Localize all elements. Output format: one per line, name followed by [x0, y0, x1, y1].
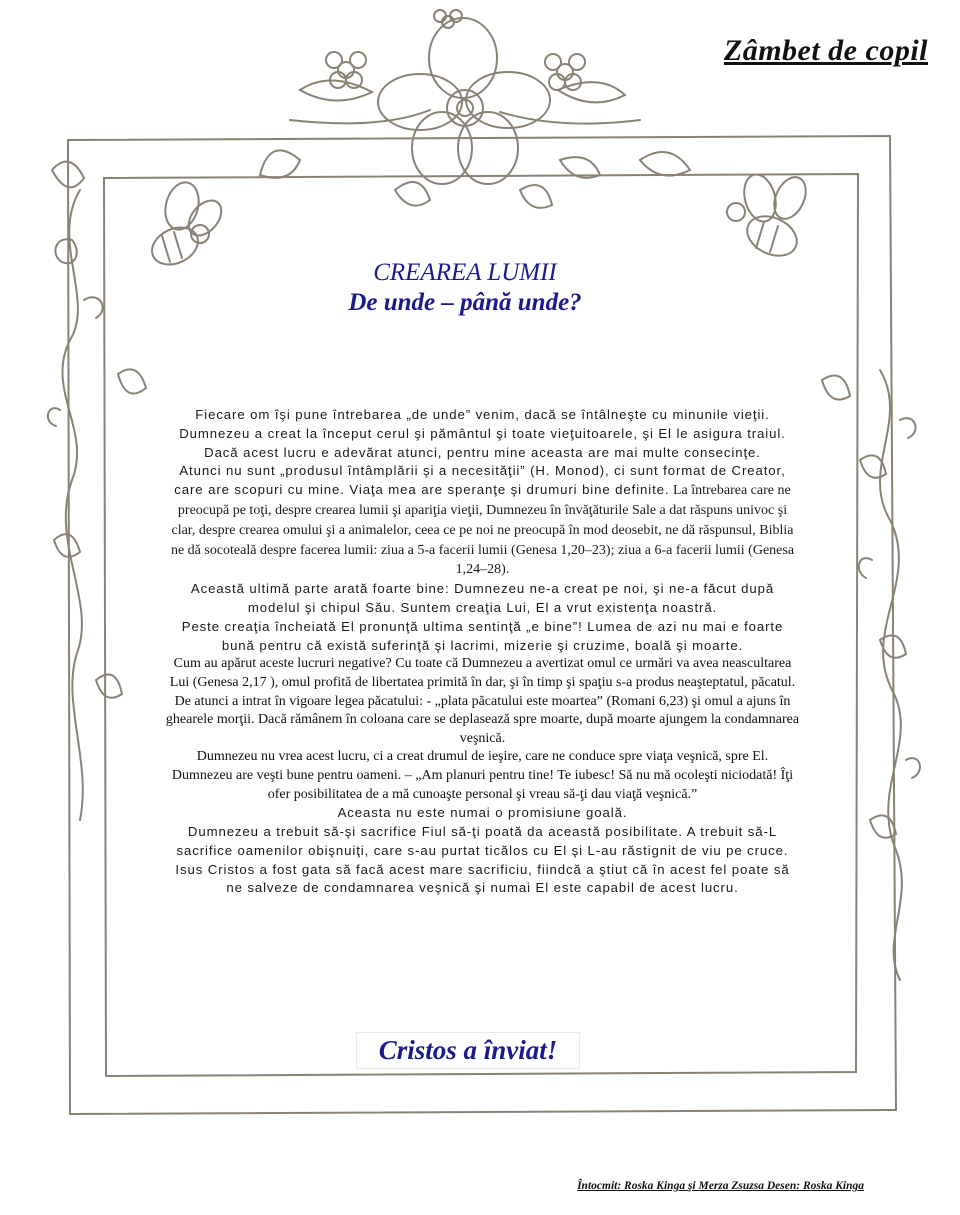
article-body — [165, 406, 800, 898]
title-line-2: De unde – până unde? — [348, 289, 582, 316]
paragraph: Fiecare om îşi pune întrebarea „de unde” venim, dacă se întâlneşte cu minunile vieţii. — [195, 407, 770, 422]
document-title — [300, 258, 630, 318]
paragraph: Dumnezeu a creat la început cerul şi pământul şi toate vieţuitoarele, şi El le asigura traiul. Dacă acest lucru e adevărat atunci, pentru mine aceasta are mai multe consecinţe. — [179, 425, 786, 460]
bee-left-icon — [146, 179, 228, 272]
central-flower-icon — [378, 18, 550, 184]
footer-credits: Întocmit: Roska Kinga şi Merza Zsuzsa Desen: Roska Kinga — [573, 1180, 868, 1192]
paragraph — [165, 462, 800, 580]
paragraph: Dumnezeu a trebuit să-şi sacrifice Fiul să-ţi poată da această posibilitate. A trebuit să-L sacrifice oamenilor obişnuiţi, care s-au purtat ticălos cu El şi L-au răstignit de viu pe cruce. — [176, 823, 789, 858]
left-vine — [62, 190, 82, 820]
leaf-icon — [558, 82, 625, 102]
paragraph: Dumnezeu nu vrea acest lucru, ci a creat drumul de ieşire, care ne conduce spre viaţa veşnică, spre El. Dumnezeu are veşti bune pentru oameni. – „Am planuri pentru tine! Te iubesc! Să nu mă ocoleşti niciodată! Îţi ofer posibilitatea de a mă cunoaşte personal şi vreau să-ţi dau viaţă veşnică.” — [171, 749, 794, 802]
paragraph: Această ultimă parte arată foarte bine: Dumnezeu ne-a creat pe noi, şi ne-a făcut după modelul şi chipul Său. Suntem creaţia Lui, El a vrut existenţa noastră. — [190, 581, 775, 615]
paragraph: Aceasta nu este numai o promisiune goală. — [337, 805, 628, 821]
header-title: Zâmbet de copil — [720, 34, 932, 68]
leaf-icon — [118, 369, 146, 393]
right-vine — [880, 370, 902, 980]
leaf-icon — [96, 674, 122, 697]
title-line-1: CREAREA LUMII — [373, 259, 557, 286]
paragraph: Isus Cristos a fost gata să facă acest mare sacrificiu, fiindcă a ştiut că în acest fel poate să ne salveze de condamnarea veşnică şi numai El este capabil de acest lucru. — [175, 861, 790, 896]
closing-phrase: Cristos a înviat! — [356, 1032, 580, 1069]
leaf-icon — [822, 376, 850, 400]
paragraph: Cum au apărut aceste lucruri negative? Cu toate că Dumnezeu a avertizat omul ce urmări va avea neascultarea Lui (Genesa 2,17 ), omul profită de libertatea primită în dar, şi în timp şi spaţiu s-a produs neaşteptatul, păcatul. De atunci a intrat în vigoare legea păcatului: - „plata păcatului este moartea” (Romani 6,23) şi omul a ajuns în ghearele morţii. Dacă rămânem în coloana care se deplasează spre moarte, după moarte ajungem la condamnarea veşnică. — [165, 656, 800, 746]
leaf-icon — [520, 185, 552, 208]
small-flower-right-icon — [545, 54, 585, 90]
paragraph-part: La întrebarea care ne preocupă pe toţi, despre crearea lumii şi apariţia vieţii, Dumnezeu în învăţăturile Sale a dat răspuns univoc şi clar, despre crearea omului şi a animalelor, ceea ce pe noi ne preocupă în mod deosebit, ne dă răspunsul, Biblia ne dă socoteală despre facerea lumii: ziua a 5-a facerii lumii (Genesa 1,20–23); ziua a 6-a facerii lumii (Genesa 1,24–28). — [170, 483, 795, 578]
leaf-icon — [395, 182, 430, 206]
leaf-icon — [870, 815, 896, 837]
paragraph-part: Atunci nu sunt „produsul întâmplării şi a necesităţii” (H. Monod), ci sunt format de Creator, care are scopuri cu mine. Viaţa mea are speranţe şi drumuri bine definite. — [174, 463, 786, 498]
leaf-icon — [640, 152, 690, 176]
paragraph: Peste creaţia încheiată El pronunţă ultima sentinţă „e bine”! Lumea de azi nu mai e foarte bună pentru că există suferinţă şi lacrimi, mizerie şi cruzime, boală şi moarte. — [181, 618, 784, 653]
leaf-icon — [260, 150, 300, 177]
bee-right-icon — [727, 171, 812, 263]
